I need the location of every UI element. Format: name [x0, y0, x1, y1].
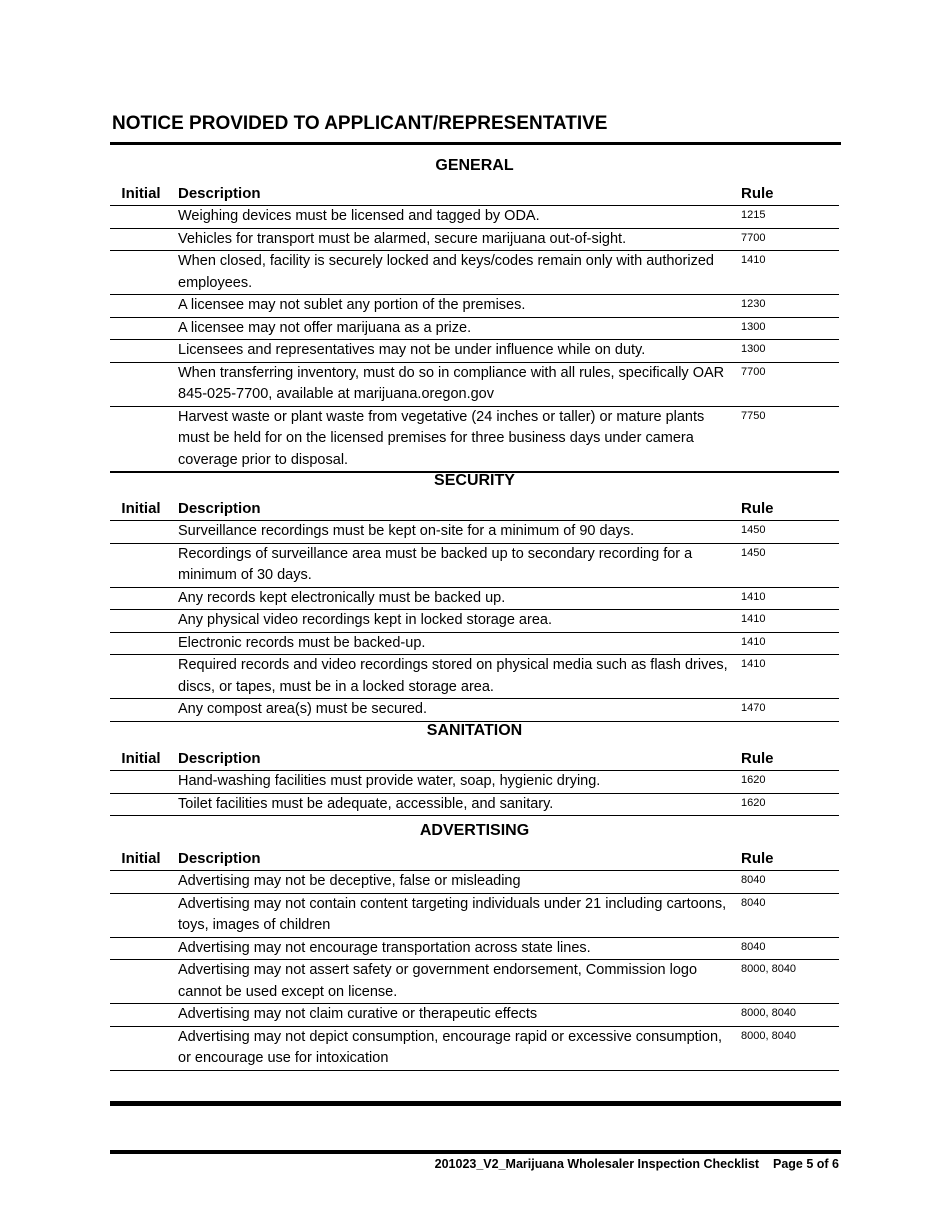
description-cell: When closed, facility is securely locked and keys/codes remain only with authorized employees. [178, 253, 714, 291]
column-header-description: Description [178, 850, 261, 867]
initial-cell[interactable] [110, 544, 172, 587]
rule-cell: 7700 [741, 231, 766, 244]
description-cell: A licensee may not offer marijuana as a prize. [178, 319, 472, 336]
rule-cell: 1410 [741, 613, 766, 625]
table-row [110, 1004, 839, 1027]
title-divider [110, 142, 841, 145]
table-row [110, 251, 839, 295]
initial-cell[interactable] [110, 295, 172, 317]
rule-cell: 8040 [741, 940, 766, 953]
table-row [110, 871, 839, 894]
rule-cell: 1450 [741, 524, 766, 536]
initial-cell[interactable] [110, 206, 172, 228]
table-row [110, 610, 839, 633]
table-row [110, 633, 839, 656]
initial-cell[interactable] [110, 794, 172, 816]
rule-cell: 8040 [741, 874, 766, 886]
description-cell: Any records kept electronically must be backed up. [178, 589, 506, 606]
table-row [110, 771, 839, 794]
table-row [110, 229, 839, 252]
rule-cell: 7700 [741, 365, 766, 378]
description-cell: Surveillance recordings must be kept on-site for a minimum of 90 days. [178, 523, 635, 539]
footer-page-label: Page 5 of 6 [773, 1157, 839, 1171]
initial-cell[interactable] [110, 318, 172, 340]
column-header-initial: Initial [121, 185, 161, 202]
column-header-initial: Initial [121, 850, 161, 867]
initial-cell[interactable] [110, 610, 172, 632]
description-cell: Any compost area(s) must be secured. [178, 701, 428, 717]
page-title: NOTICE PROVIDED TO APPLICANT/REPRESENTATIVE [112, 113, 608, 134]
table-row [110, 655, 839, 699]
table-row [110, 938, 839, 961]
initial-cell[interactable] [110, 771, 172, 793]
table-row [110, 894, 839, 938]
description-cell: Electronic records must be backed-up. [178, 634, 426, 651]
rule-cell: 1470 [741, 702, 766, 714]
table-row [110, 521, 839, 544]
description-cell: When transferring inventory, must do so in compliance with all rules, specifically OAR 845-025-7700, available at marijuana.oregon.gov [178, 364, 725, 402]
section-general [110, 155, 839, 473]
initial-cell[interactable] [110, 407, 172, 472]
table-row [110, 544, 839, 588]
section-heading: SANITATION [426, 722, 523, 739]
initial-cell[interactable] [110, 588, 172, 610]
column-header-description: Description [178, 750, 261, 767]
initial-cell[interactable] [110, 938, 172, 960]
description-cell: Required records and video recordings stored on physical media such as flash drives, discs, or tapes, must be in a locked storage area. [178, 657, 728, 695]
table-row [110, 407, 839, 474]
column-header-initial: Initial [121, 750, 161, 767]
initial-cell[interactable] [110, 521, 172, 543]
table-header-row [110, 748, 839, 770]
initial-cell[interactable] [110, 960, 172, 1003]
section-sanitation [110, 720, 839, 816]
table-header-row [110, 848, 839, 870]
column-header-rule: Rule [741, 500, 774, 517]
column-header-rule: Rule [741, 185, 774, 202]
rule-cell: 8000, 8040 [741, 963, 797, 975]
description-cell: Advertising may not be deceptive, false or misleading [178, 873, 521, 889]
table-row [110, 340, 839, 363]
description-cell: Advertising may not claim curative or therapeutic effects [178, 1006, 538, 1022]
column-header-description: Description [178, 500, 261, 517]
description-cell: Recordings of surveillance area must be backed up to secondary recording for a minimum of 30 days. [178, 545, 693, 583]
description-cell: Hand-washing facilities must provide water, soap, hygienic drying. [178, 773, 601, 789]
table-row [110, 1027, 839, 1071]
rule-cell: 1410 [741, 254, 766, 266]
description-cell: Vehicles for transport must be alarmed, secure marijuana out-of-sight. [178, 230, 627, 247]
column-header-rule: Rule [741, 750, 774, 767]
description-cell: Advertising may not encourage transportation across state lines. [178, 939, 591, 956]
rule-cell: 8000, 8040 [741, 1029, 797, 1042]
table-row [110, 363, 839, 407]
footer-document-name: 201023_V2_Marijuana Wholesaler Inspection Checklist [434, 1157, 760, 1171]
initial-cell[interactable] [110, 1027, 172, 1070]
description-cell: Licensees and representatives may not be under influence while on duty. [178, 342, 646, 358]
rule-cell: 1410 [741, 658, 766, 670]
rule-cell: 8000, 8040 [741, 1007, 797, 1019]
rule-cell: 1300 [741, 320, 766, 333]
initial-cell[interactable] [110, 871, 172, 893]
column-header-rule: Rule [741, 850, 774, 867]
section-security [110, 470, 839, 722]
table-row [110, 588, 839, 611]
initial-cell[interactable] [110, 340, 172, 362]
description-cell: Advertising may not depict consumption, encourage rapid or excessive consumption, or encourage use for intoxication [178, 1028, 723, 1066]
page-footer [435, 1157, 839, 1171]
section-advertising [110, 820, 839, 1071]
table-row [110, 699, 839, 722]
initial-cell[interactable] [110, 1004, 172, 1026]
rule-cell: 1230 [741, 298, 766, 310]
description-cell: Any physical video recordings kept in locked storage area. [178, 612, 552, 628]
description-cell: Advertising may not assert safety or government endorsement, Commission logo cannot be used except on license. [178, 962, 698, 1000]
table-row [110, 960, 839, 1004]
description-cell: Toilet facilities must be adequate, accessible, and sanitary. [178, 795, 554, 812]
table-row [110, 295, 839, 318]
table-row [110, 206, 839, 229]
footer-divider [110, 1150, 841, 1154]
initial-cell[interactable] [110, 363, 172, 406]
table-header-row [110, 183, 839, 205]
rule-cell: 1410 [741, 635, 766, 648]
rule-cell: 1300 [741, 343, 766, 355]
section-heading: ADVERTISING [419, 822, 530, 839]
description-cell: Advertising may not contain content targeting individuals under 21 including cartoons, toys, images of children [178, 895, 727, 933]
description-cell: Harvest waste or plant waste from vegetative (24 inches or taller) or mature plants must be held for on the licensed premises for three business days under camera coverage prior to disposal. [178, 408, 705, 468]
rule-cell: 1450 [741, 546, 766, 559]
initial-cell[interactable] [110, 229, 172, 251]
rule-cell: 8040 [741, 896, 766, 909]
rule-cell: 1215 [741, 209, 766, 221]
description-cell: A licensee may not sublet any portion of the premises. [178, 297, 526, 313]
initial-cell[interactable] [110, 894, 172, 937]
bottom-divider [110, 1101, 841, 1106]
rule-cell: 1410 [741, 590, 766, 603]
initial-cell[interactable] [110, 655, 172, 698]
rule-cell: 1620 [741, 774, 766, 786]
section-heading: SECURITY [434, 472, 515, 489]
column-header-initial: Initial [121, 500, 161, 517]
initial-cell[interactable] [110, 633, 172, 655]
column-header-description: Description [178, 185, 261, 202]
initial-cell[interactable] [110, 699, 172, 721]
section-heading: GENERAL [435, 157, 514, 174]
description-cell: Weighing devices must be licensed and tagged by ODA. [178, 208, 540, 224]
rule-cell: 7750 [741, 409, 766, 422]
table-row [110, 318, 839, 341]
rule-cell: 1620 [741, 796, 766, 809]
table-row [110, 794, 839, 817]
table-header-row [110, 498, 839, 520]
initial-cell[interactable] [110, 251, 172, 294]
